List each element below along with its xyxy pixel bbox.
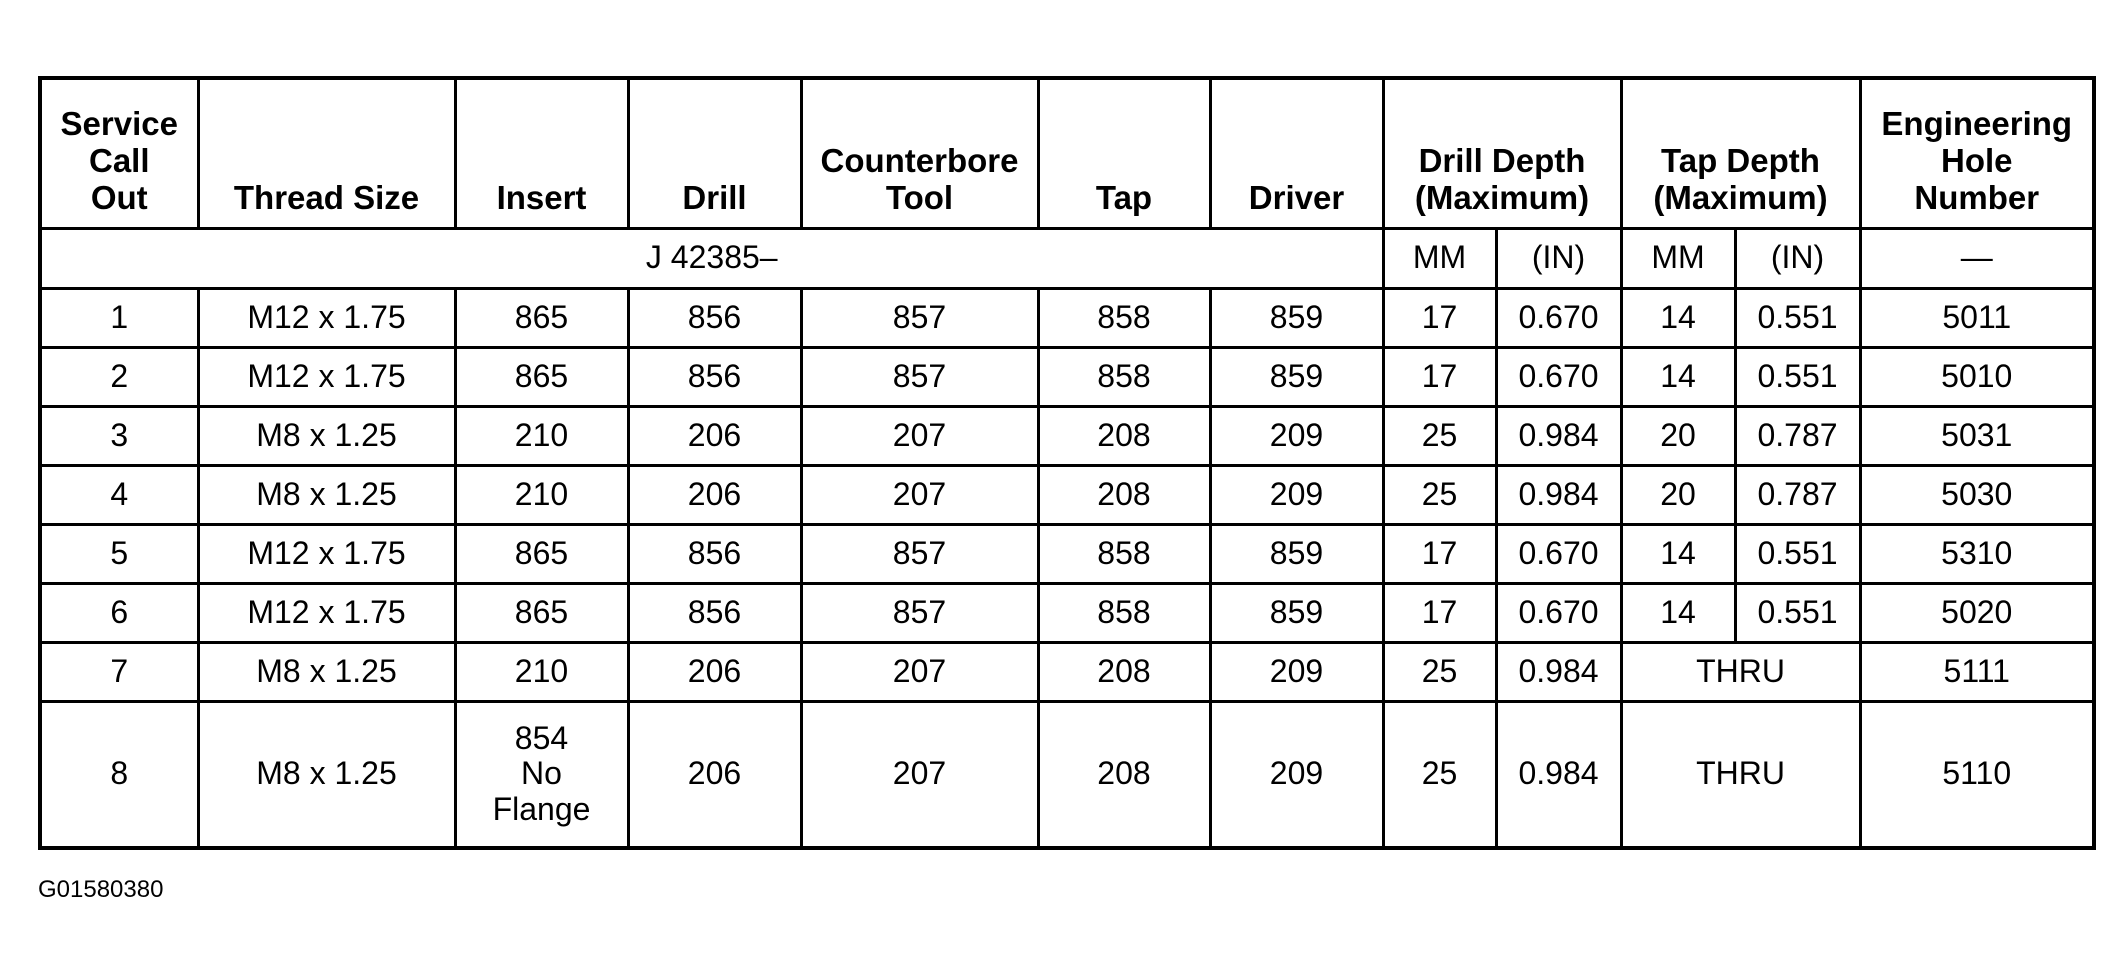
cell-call-out: 1 [40,288,198,347]
cell-insert: 854 No Flange [455,701,628,848]
cell-call-out: 5 [40,524,198,583]
cell-drill-depth-in: 0.984 [1496,406,1621,465]
cell-drill: 856 [628,524,801,583]
cell-counterbore: 207 [801,642,1038,701]
cell-driver: 859 [1210,583,1383,642]
cell-counterbore: 207 [801,406,1038,465]
cell-drill-depth-in: 0.984 [1496,642,1621,701]
cell-thread-size: M8 x 1.25 [198,406,455,465]
cell-driver: 209 [1210,701,1383,848]
cell-thread-size: M8 x 1.25 [198,701,455,848]
cell-tap-depth-mm: 14 [1621,583,1735,642]
cell-insert: 865 [455,524,628,583]
header-engineering-hole-number: Engineering Hole Number [1860,78,2094,228]
cell-insert: 865 [455,288,628,347]
cell-insert: 865 [455,583,628,642]
cell-tap-depth-mm: 20 [1621,465,1735,524]
cell-drill: 856 [628,347,801,406]
cell-thread-size: M8 x 1.25 [198,465,455,524]
cell-driver: 209 [1210,642,1383,701]
cell-insert: 210 [455,642,628,701]
cell-tap-depth-thru: THRU [1621,701,1860,848]
tool-prefix-cell: J 42385– [40,228,1383,288]
cell-drill-depth-in: 0.670 [1496,347,1621,406]
cell-drill-depth-mm: 17 [1383,583,1496,642]
header-drill: Drill [628,78,801,228]
cell-hole-number: 5031 [1860,406,2094,465]
hole-number-dash: — [1860,228,2094,288]
cell-tap-depth-mm: 14 [1621,288,1735,347]
drill-depth-in-unit: (IN) [1496,228,1621,288]
cell-thread-size: M8 x 1.25 [198,642,455,701]
cell-drill: 206 [628,642,801,701]
cell-hole-number: 5010 [1860,347,2094,406]
cell-tap-depth-in: 0.551 [1735,288,1860,347]
cell-counterbore: 857 [801,524,1038,583]
cell-drill: 206 [628,701,801,848]
cell-drill-depth-mm: 17 [1383,288,1496,347]
cell-hole-number: 5110 [1860,701,2094,848]
cell-hole-number: 5011 [1860,288,2094,347]
cell-tap: 858 [1038,347,1210,406]
header-thread-size: Thread Size [198,78,455,228]
cell-counterbore: 857 [801,288,1038,347]
cell-thread-size: M12 x 1.75 [198,288,455,347]
cell-counterbore: 207 [801,465,1038,524]
cell-tap: 208 [1038,406,1210,465]
cell-hole-number: 5030 [1860,465,2094,524]
cell-thread-size: M12 x 1.75 [198,583,455,642]
cell-counterbore: 207 [801,701,1038,848]
header-tap: Tap [1038,78,1210,228]
cell-tap: 858 [1038,583,1210,642]
table-row [40,524,2094,583]
cell-driver: 209 [1210,465,1383,524]
cell-tap-depth-in: 0.551 [1735,524,1860,583]
table-row [40,701,2094,848]
header-tap-depth: Tap Depth (Maximum) [1621,78,1860,228]
table-row [40,347,2094,406]
cell-tap: 208 [1038,701,1210,848]
table-row [40,288,2094,347]
cell-thread-size: M12 x 1.75 [198,347,455,406]
table-row [40,642,2094,701]
header-counterbore-tool: Counterbore Tool [801,78,1038,228]
cell-tap-depth-in: 0.551 [1735,347,1860,406]
cell-call-out: 8 [40,701,198,848]
cell-tap: 208 [1038,642,1210,701]
cell-call-out: 2 [40,347,198,406]
cell-driver: 859 [1210,288,1383,347]
cell-call-out: 6 [40,583,198,642]
cell-drill-depth-in: 0.670 [1496,583,1621,642]
cell-call-out: 7 [40,642,198,701]
table-row [40,465,2094,524]
tap-depth-mm-unit: MM [1621,228,1735,288]
subheader-row [40,228,2094,288]
cell-tap-depth-mm: 20 [1621,406,1735,465]
cell-tap-depth-in: 0.551 [1735,583,1860,642]
cell-call-out: 3 [40,406,198,465]
cell-thread-size: M12 x 1.75 [198,524,455,583]
table-row [40,583,2094,642]
cell-tap-depth-thru: THRU [1621,642,1860,701]
cell-drill: 856 [628,583,801,642]
header-insert: Insert [455,78,628,228]
cell-tap-depth-mm: 14 [1621,524,1735,583]
cell-drill: 856 [628,288,801,347]
cell-drill-depth-mm: 25 [1383,701,1496,848]
cell-drill-depth-in: 0.670 [1496,524,1621,583]
cell-drill: 206 [628,465,801,524]
figure-id-label: G01580380 [38,876,164,903]
cell-counterbore: 857 [801,583,1038,642]
cell-drill-depth-mm: 25 [1383,642,1496,701]
cell-insert: 210 [455,465,628,524]
drill-depth-mm-unit: MM [1383,228,1496,288]
thread-repair-spec-table [38,76,2096,850]
cell-hole-number: 5111 [1860,642,2094,701]
cell-tap-depth-mm: 14 [1621,347,1735,406]
cell-tap-depth-in: 0.787 [1735,465,1860,524]
cell-drill: 206 [628,406,801,465]
cell-hole-number: 5020 [1860,583,2094,642]
cell-drill-depth-mm: 25 [1383,406,1496,465]
header-row [40,78,2094,228]
cell-driver: 859 [1210,347,1383,406]
cell-insert: 865 [455,347,628,406]
cell-drill-depth-in: 0.984 [1496,701,1621,848]
cell-call-out: 4 [40,465,198,524]
cell-driver: 209 [1210,406,1383,465]
cell-tap-depth-in: 0.787 [1735,406,1860,465]
tap-depth-in-unit: (IN) [1735,228,1860,288]
header-service-call-out: Service Call Out [40,78,198,228]
header-drill-depth: Drill Depth (Maximum) [1383,78,1621,228]
cell-tap: 858 [1038,288,1210,347]
header-driver: Driver [1210,78,1383,228]
cell-driver: 859 [1210,524,1383,583]
cell-hole-number: 5310 [1860,524,2094,583]
cell-drill-depth-mm: 17 [1383,347,1496,406]
cell-tap: 208 [1038,465,1210,524]
cell-insert: 210 [455,406,628,465]
cell-drill-depth-mm: 25 [1383,465,1496,524]
cell-drill-depth-in: 0.984 [1496,465,1621,524]
cell-drill-depth-in: 0.670 [1496,288,1621,347]
cell-counterbore: 857 [801,347,1038,406]
cell-drill-depth-mm: 17 [1383,524,1496,583]
table-row [40,406,2094,465]
cell-tap: 858 [1038,524,1210,583]
